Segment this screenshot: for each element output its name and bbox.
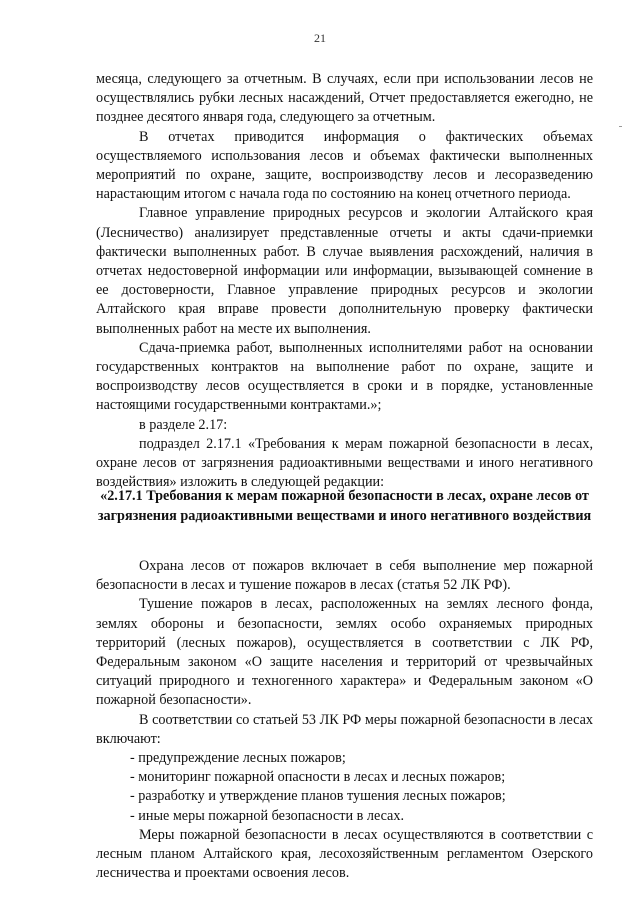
paragraph-subsection-amendment: подраздел 2.17.1 «Требования к мерам пожарной безопасности в лесах, охране лесов от загрязнения радиоактивными веществами и иного негативного воздействия» изложить в следующей редакции: xyxy=(96,435,593,491)
body-text-bottom xyxy=(96,557,593,883)
paragraph-reporting-deadline: месяца, следующего за отчетным. В случаях, если при использовании лесов не осуществлялись рубки лесных насаждений, Отчет предоставляется ежегодно, не позднее десятого января года, следующего за отчетным. xyxy=(96,71,593,126)
paragraph-report-contents: В отчетах приводится информация о фактических объемах осуществляемого использования лесов и объемах фактически выполненных мероприятий по охране, защите, воспроизводству лесов и лесоразведению нарастающим итогом с начала года по состоянию на конец отчетного периода. xyxy=(96,128,593,203)
paragraph-section-reference: в разделе 2.17: xyxy=(139,416,228,433)
page-number: 21 xyxy=(314,31,326,45)
paragraph-fire-measures-intro: В соответствии со статьей 53 ЛК РФ меры пожарной безопасности в лесах включают: xyxy=(96,711,593,747)
paragraph-fire-protection: Охрана лесов от пожаров включает в себя выполнение мер пожарной безопасности в лесах и тушение пожаров в лесах (статья 52 ЛК РФ). xyxy=(96,558,593,594)
paragraph-closing: Меры пожарной безопасности в лесах осуществляются в соответствии с лесным планом Алтайского края, лесохозяйственным регламентом Озерского лесничества и проектами освоения лесов. xyxy=(96,826,593,882)
list-item: - разработку и утверждение планов тушения лесных пожаров; xyxy=(130,788,506,805)
scan-mark xyxy=(619,126,622,127)
paragraph-fire-suppression: Тушение пожаров в лесах, расположенных на землях лесного фонда, землях обороны и безопасности, землях особо охраняемых природных территорий (лесных пожаров), осуществляется в соответствии с ЛК РФ, Федеральным законом «О защите населения и территорий от чрезвычайных ситуаций природного и техногенного характера» и Федеральным законом «О пожарной безопасности». xyxy=(96,596,593,709)
paragraph-work-acceptance: Сдача-приемка работ, выполненных исполнителями работ на основании государственных контрактов на выполнение работ по охране, защите и воспроизводству лесов осуществляется в сроки и в порядке, установленные настоящими государственными контрактами.»; xyxy=(96,339,593,414)
list-item: - мониторинг пожарной опасности в лесах и лесных пожаров; xyxy=(130,769,506,786)
section-heading-block xyxy=(96,487,593,526)
list-item: - иные меры пожарной безопасности в лесах. xyxy=(130,807,404,824)
body-text-top xyxy=(96,70,593,492)
section-heading: «2.17.1 Требования к мерам пожарной безопасности в лесах, охране лесов от загрязнения радиоактивными веществами и иного негативного воздействия xyxy=(97,488,592,524)
list-item: - предупреждение лесных пожаров; xyxy=(130,750,346,767)
paragraph-report-analysis: Главное управление природных ресурсов и экологии Алтайского края (Лесничество) анализирует представленные отчеты и акты сдачи-приемки фактически выполненных работ. В случае выявления расхождений, наличия в отчетах недостоверной информации или информации, вызывающей сомнение в ее достоверности, Главное управление природных ресурсов и экологии Алтайского края вправе провести дополнительную проверку фактически выполненных работ на месте их выполнения. xyxy=(96,205,593,337)
